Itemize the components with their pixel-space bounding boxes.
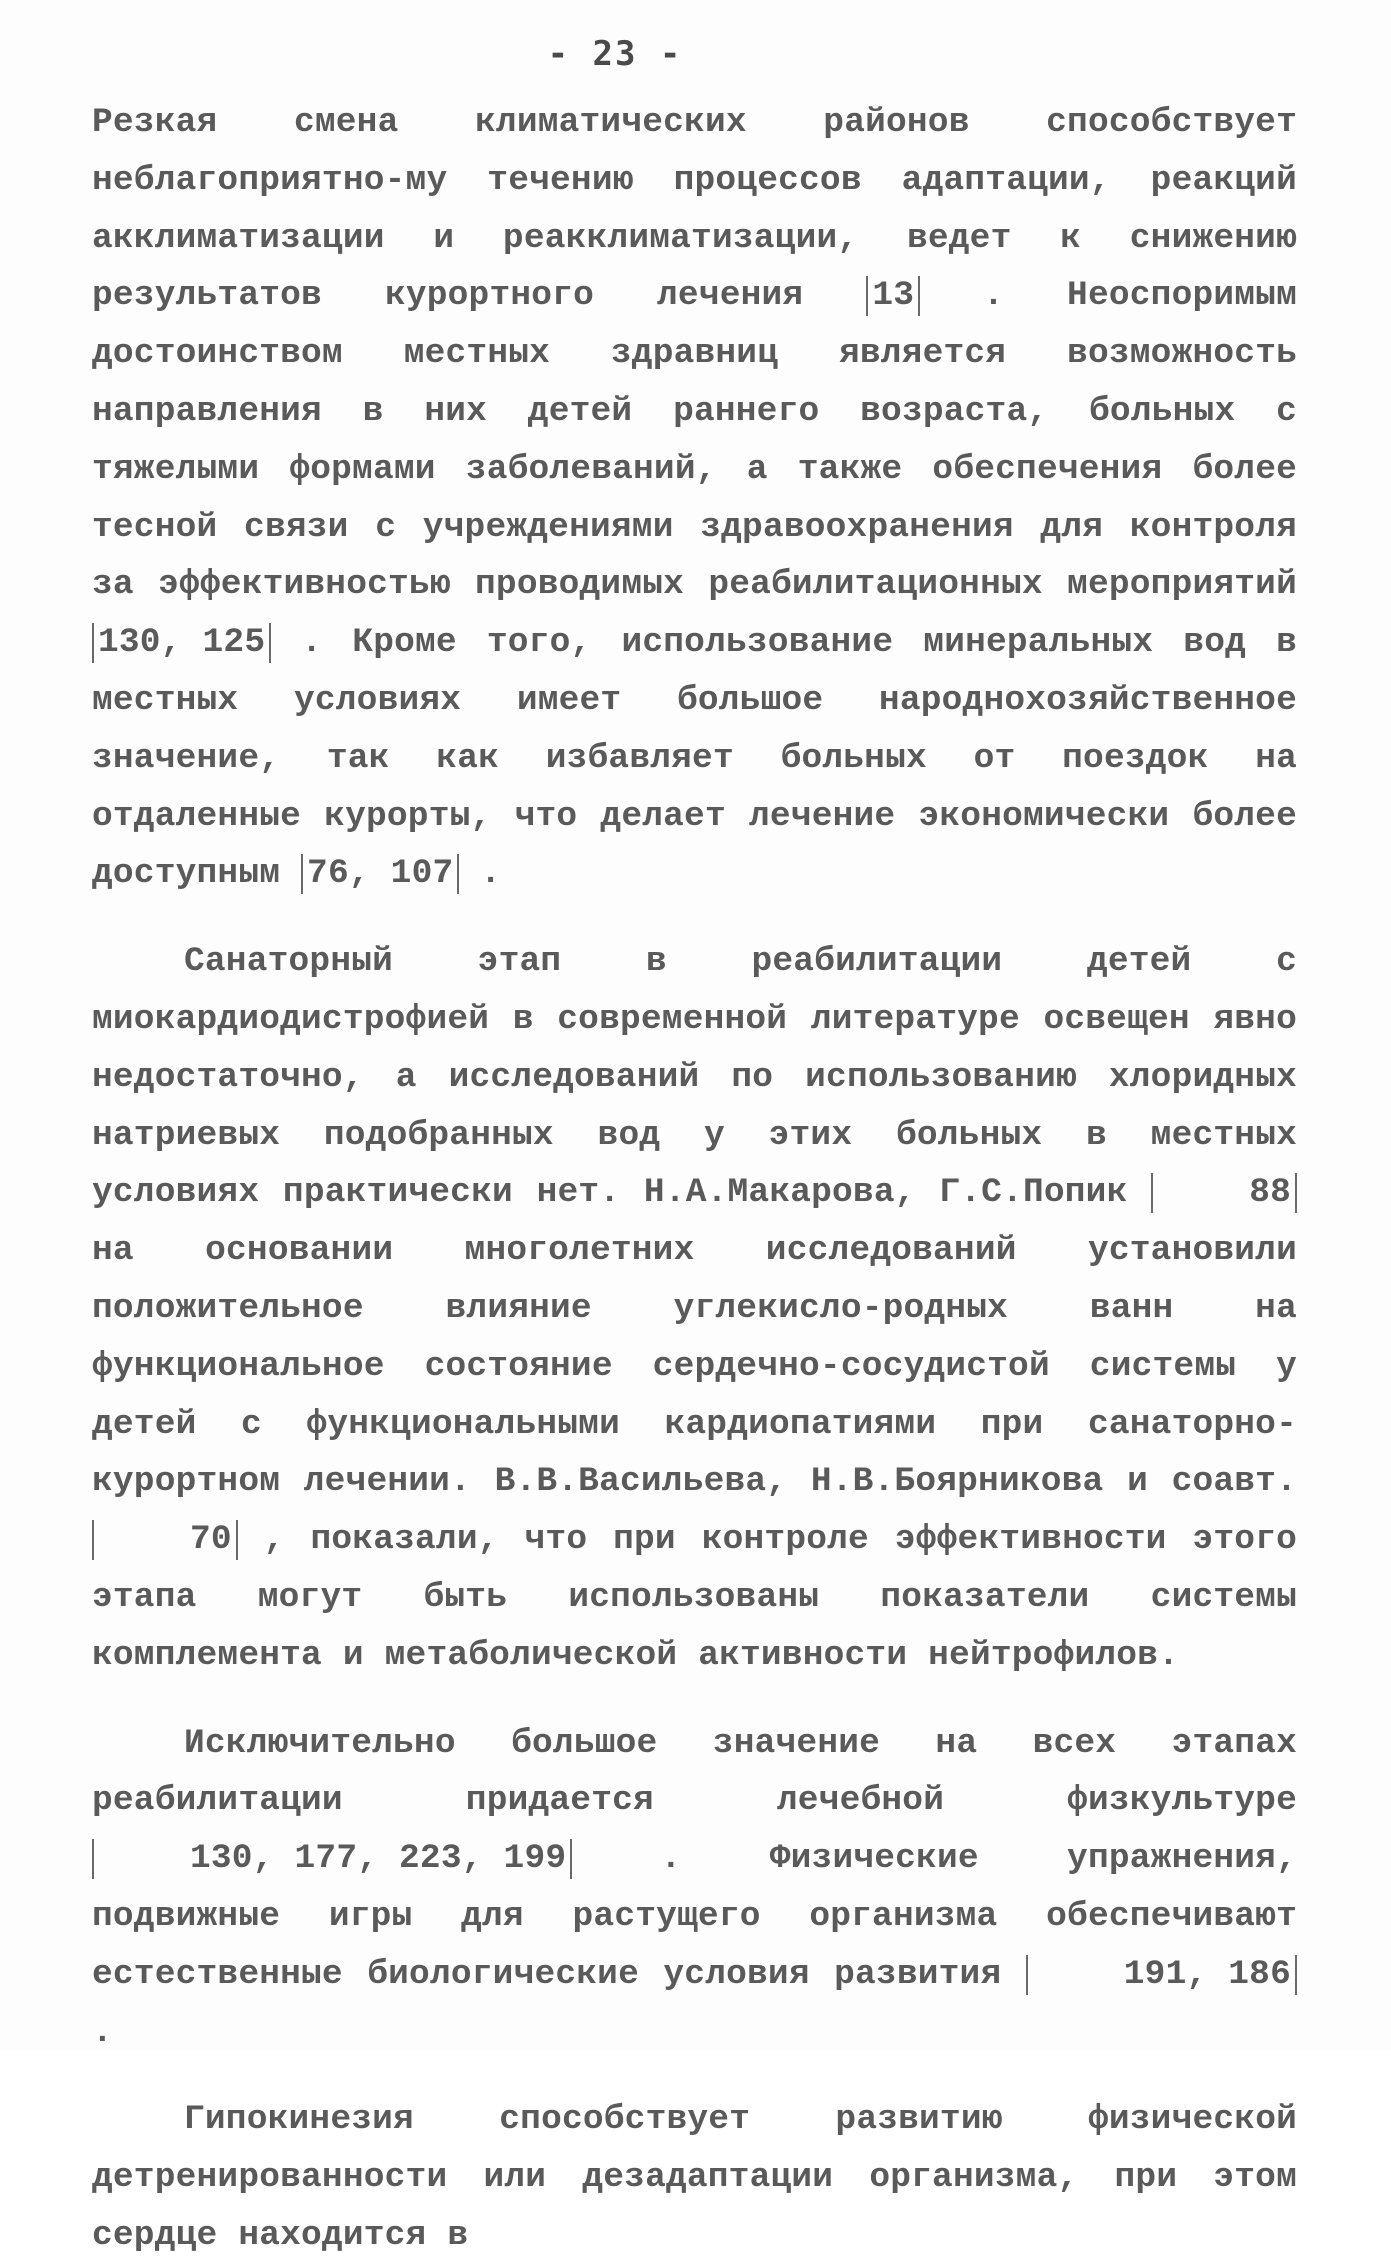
text-segment: на основании многолетних исследований установили положительное влияние углекисло-родных ванн на функциональное состояние сердечно-сосудистой системы у детей с функциональными кардиопатиями при санаторно-курортном лечении. В.В.Васильева, Н.В.Боярникова и соавт. <box>92 1231 1297 1502</box>
citation-ref: 70 <box>92 1520 238 1560</box>
citation-ref: 191, 186 <box>1026 1955 1297 1995</box>
text-segment: Резкая смена климатических районов способствует неблагоприятно-му течению процессов адаптации, реакций акклиматизации и реакклиматизации, ведет к снижению результатов курортного лечения <box>92 103 1297 316</box>
body-text <box>92 94 1297 2265</box>
paragraph-4 <box>92 2091 1297 2264</box>
page-number: - 23 - <box>547 34 683 74</box>
text-segment: Санаторный этап в реабилитации детей с миокардиодистрофией в современной литературе освещен явно недостаточно, а исследований по использованию хлоридных натриевых подобранных вод у этих больных в местных условиях практически нет. Н.А.Макарова, Г.С.Попик <box>92 942 1297 1213</box>
text-segment: Исключительно большое значение на всех этапах реабилитации придается лечебной физкультуре <box>92 1723 1297 1821</box>
citation-ref: 130, 125 <box>92 623 271 663</box>
citation-ref: 130, 177, 223, 199 <box>92 1839 572 1879</box>
text-segment: . Кроме того, использование минеральных вод в местных условиях имеет большое народнохозяйственное значение, так как избавляет больных от поездок на отдаленные курорты, что делает лечение экономически более доступным <box>92 623 1297 894</box>
text-segment: Гипокинезия способствует развитию физической детренированности или дезадаптации организма, при этом сердце находится в <box>92 2100 1297 2255</box>
text-segment: , показали, что при контроле эффективности этого этапа могут быть использованы показатели системы комплемента и метаболической активности нейтрофилов. <box>92 1520 1297 1675</box>
citation-ref: 13 <box>866 276 920 316</box>
paragraph-3 <box>92 1715 1297 2062</box>
paragraph-2 <box>92 933 1297 1684</box>
text-segment: . Физические упражнения, подвижные игры для растущего организма обеспечивают естественные биологические условия развития <box>92 1839 1297 1994</box>
paragraph-1 <box>92 94 1297 903</box>
citation-ref: 88 <box>1151 1173 1297 1213</box>
text-segment: . <box>92 2012 113 2052</box>
text-segment: . <box>459 854 502 894</box>
citation-ref: 76, 107 <box>301 854 459 894</box>
text-segment: . Неоспоримым достоинством местных здравниц является возможность направления в них детей раннего возраста, больных с тяжелыми формами заболеваний, а также обеспечения более тесной связи с учреждениями здравоохранения для контроля за эффективностью проводимых реабилитационных мероприятий <box>92 276 1297 605</box>
